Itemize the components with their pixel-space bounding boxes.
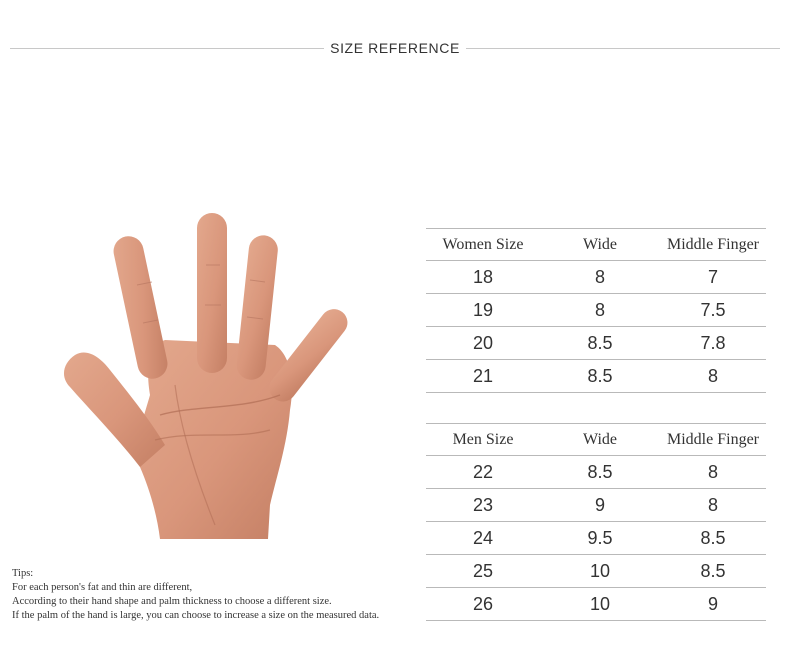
header-left-rule bbox=[10, 48, 324, 49]
table-cell: 10 bbox=[540, 588, 660, 621]
table-cell: 9.5 bbox=[540, 522, 660, 555]
table-cell: 21 bbox=[426, 360, 540, 393]
table-cell: 19 bbox=[426, 294, 540, 327]
table-cell: 25 bbox=[426, 555, 540, 588]
column-header: Wide bbox=[540, 229, 660, 261]
table-row bbox=[426, 588, 766, 621]
table-cell: 8.5 bbox=[540, 360, 660, 393]
table-cell: 8 bbox=[540, 294, 660, 327]
women-size-table bbox=[426, 228, 766, 393]
table-row bbox=[426, 294, 766, 327]
table-row bbox=[426, 456, 766, 489]
table-cell: 22 bbox=[426, 456, 540, 489]
table-cell: 9 bbox=[540, 489, 660, 522]
column-header: Middle Finger bbox=[660, 424, 766, 456]
table-cell: 8.5 bbox=[660, 522, 766, 555]
tips-note bbox=[12, 567, 422, 623]
middle-finger-shape bbox=[197, 213, 227, 373]
table-cell: 9 bbox=[660, 588, 766, 621]
table-header-row bbox=[426, 229, 766, 261]
column-header: Men Size bbox=[426, 424, 540, 456]
table-row bbox=[426, 327, 766, 360]
hand-image bbox=[55, 205, 355, 545]
table-row bbox=[426, 261, 766, 294]
table-row bbox=[426, 522, 766, 555]
table-cell: 26 bbox=[426, 588, 540, 621]
tips-line: For each person's fat and thin are different, bbox=[12, 582, 193, 593]
table-cell: 8 bbox=[660, 489, 766, 522]
table-cell: 8 bbox=[660, 456, 766, 489]
tips-line: If the palm of the hand is large, you can choose to increase a size on the measured data. bbox=[12, 610, 380, 621]
table-cell: 23 bbox=[426, 489, 540, 522]
header-right-rule bbox=[466, 48, 780, 49]
table-cell: 18 bbox=[426, 261, 540, 294]
index-finger-shape bbox=[111, 233, 170, 381]
table-cell: 7 bbox=[660, 261, 766, 294]
tips-line: According to their hand shape and palm thickness to choose a different size. bbox=[12, 596, 332, 607]
men-size-table bbox=[426, 423, 766, 621]
page-header bbox=[10, 38, 780, 58]
table-cell: 10 bbox=[540, 555, 660, 588]
page-title: SIZE REFERENCE bbox=[330, 40, 460, 56]
table-row bbox=[426, 489, 766, 522]
table-cell: 8.5 bbox=[540, 327, 660, 360]
table-cell: 7.5 bbox=[660, 294, 766, 327]
table-header-row bbox=[426, 424, 766, 456]
table-row bbox=[426, 360, 766, 393]
column-header: Middle Finger bbox=[660, 229, 766, 261]
table-cell: 7.8 bbox=[660, 327, 766, 360]
table-cell: 8 bbox=[540, 261, 660, 294]
column-header: Wide bbox=[540, 424, 660, 456]
table-cell: 8.5 bbox=[660, 555, 766, 588]
tips-line: Tips: bbox=[12, 568, 34, 579]
table-cell: 8 bbox=[660, 360, 766, 393]
table-cell: 20 bbox=[426, 327, 540, 360]
table-cell: 24 bbox=[426, 522, 540, 555]
table-row bbox=[426, 555, 766, 588]
table-cell: 8.5 bbox=[540, 456, 660, 489]
column-header: Women Size bbox=[426, 229, 540, 261]
